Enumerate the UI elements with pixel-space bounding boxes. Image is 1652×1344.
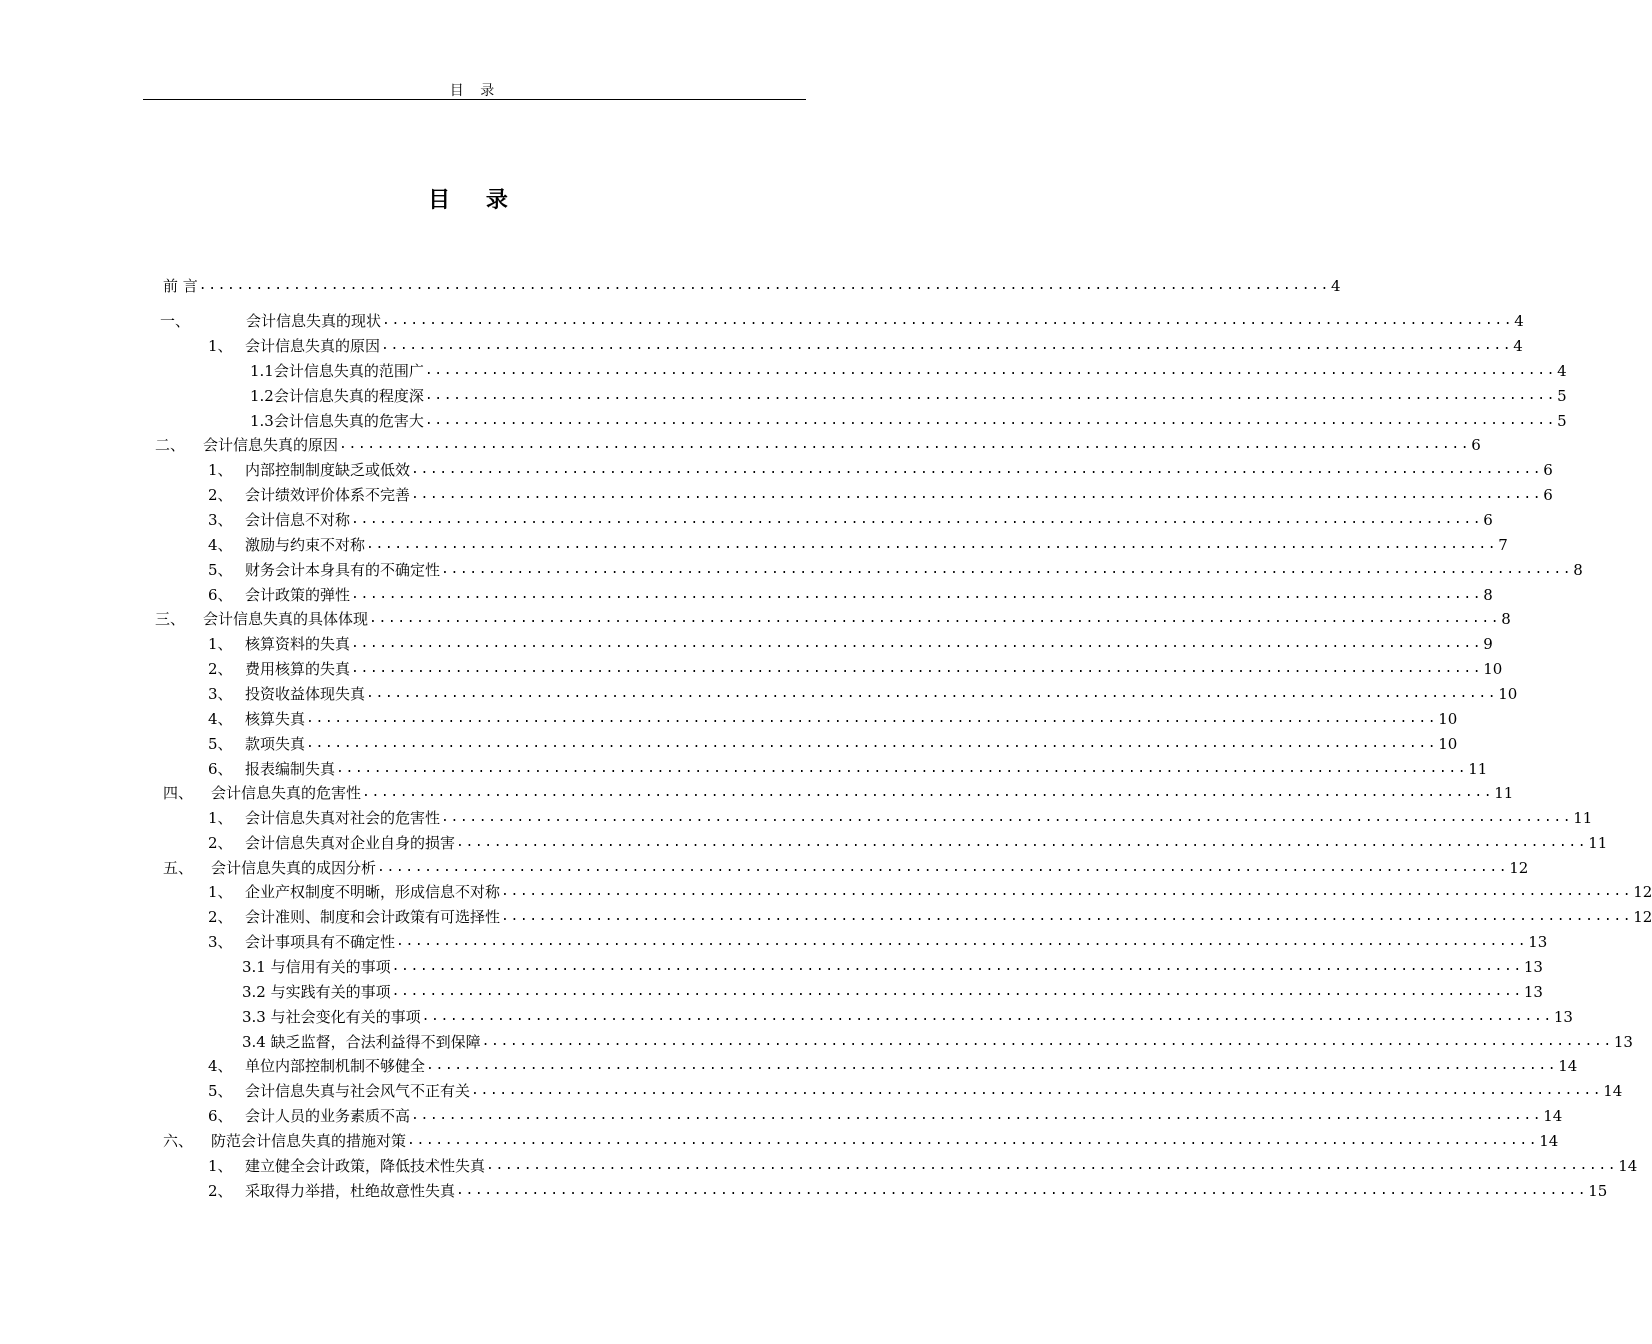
toc-entry-title: 会计政策的弹性: [245, 586, 351, 604]
toc-entry[interactable]: [208, 633, 1493, 655]
toc-entry-title: 费用核算的失真: [245, 660, 351, 678]
header-rule: [143, 99, 806, 100]
toc-entry-title: 采取得力举措，杜绝故意性失真: [245, 1182, 456, 1200]
toc-entry-number: 3、: [208, 511, 233, 529]
toc-entry-number: 4、: [208, 536, 233, 554]
toc-entry[interactable]: [208, 1080, 1623, 1102]
toc-entry-page: 4: [1513, 337, 1523, 355]
toc-entry-page: 15: [1588, 1182, 1608, 1200]
toc-entry-page: 13: [1613, 1033, 1633, 1051]
toc-entry[interactable]: [160, 310, 1524, 332]
toc-entry-title: 会计信息失真对企业自身的损害: [245, 834, 456, 852]
toc-entry-page: 12: [1633, 908, 1652, 926]
toc-entry-number: 一、: [160, 312, 191, 330]
toc-entry-title: 会计人员的业务素质不高: [245, 1107, 411, 1125]
toc-entry-title: 会计信息失真的具体体现: [203, 610, 369, 628]
toc-entry[interactable]: [163, 782, 1514, 804]
toc-entry-title: 会计绩效评价体系不完善: [245, 486, 411, 504]
toc-entry-page: 13: [1523, 958, 1543, 976]
toc-entry-page: 8: [1501, 610, 1511, 628]
toc-entry[interactable]: [208, 931, 1548, 953]
toc-entry-title: 防范会计信息失真的措施对策: [211, 1132, 407, 1150]
toc-entry[interactable]: [208, 881, 1652, 903]
toc-entry-page: 14: [1603, 1082, 1623, 1100]
toc-entry-title: 会计信息失真的成因分析: [211, 859, 377, 877]
toc-entry-title: 1.2会计信息失真的程度深: [250, 387, 424, 405]
toc-entry[interactable]: [208, 658, 1503, 680]
toc-entry-page: 13: [1528, 933, 1548, 951]
toc-entry-number: 1、: [208, 1157, 233, 1175]
toc-leader-dots: ........................................................................................................................: [381, 338, 1513, 353]
toc-entry[interactable]: [208, 1180, 1608, 1202]
toc-entry-number: 三、: [155, 610, 186, 628]
toc-leader-dots: ........................................................................................................................: [501, 884, 1633, 899]
toc-entry[interactable]: [155, 434, 1481, 456]
toc-entry-number: 6、: [208, 586, 233, 604]
toc-entry-title: 3.1 与信用有关的事项: [242, 958, 391, 976]
toc-entry[interactable]: [208, 758, 1488, 780]
toc-entry-page: 10: [1483, 660, 1503, 678]
toc-entry[interactable]: [208, 906, 1652, 928]
toc-entry[interactable]: [242, 956, 1543, 978]
toc-entry-page: 4: [1514, 312, 1524, 330]
toc-entry[interactable]: [208, 584, 1493, 606]
toc-entry[interactable]: [208, 459, 1553, 481]
toc-leader-dots: ........................................................................................................................: [366, 537, 1498, 552]
toc-entry-page: 14: [1543, 1107, 1563, 1125]
toc-entry-title: 1.1会计信息失真的范围广: [250, 362, 424, 380]
toc-leader-dots: ........................................................................................................................: [382, 313, 1514, 328]
toc-leader-dots: ........................................................................................................................: [396, 934, 1528, 949]
toc-entry-page: 5: [1557, 412, 1567, 430]
toc-entry-title: 前 言: [163, 277, 198, 295]
toc-entry-number: 4、: [208, 710, 233, 728]
toc-leader-dots: ........................................................................................................................: [306, 736, 1438, 751]
toc-entry-number: 五、: [163, 859, 194, 877]
toc-leader-dots: ........................................................................................................................: [501, 909, 1633, 924]
toc-leader-dots: ........................................................................................................................: [441, 562, 1573, 577]
toc-entry-page: 14: [1558, 1057, 1578, 1075]
toc-entry-title: 会计信息失真对社会的危害性: [245, 809, 441, 827]
toc-entry[interactable]: [208, 1105, 1563, 1127]
toc-entry-title: 内部控制制度缺乏或低效: [245, 461, 411, 479]
toc-entry-number: 5、: [208, 561, 233, 579]
toc-entry-number: 5、: [208, 735, 233, 753]
toc-entry-title: 3.4 缺乏监督，合法利益得不到保障: [242, 1033, 481, 1051]
toc-leader-dots: ........................................................................................................................: [391, 984, 1523, 999]
toc-entry-number: 3、: [208, 933, 233, 951]
toc-leader-dots: ........................................................................................................................: [366, 686, 1498, 701]
toc-entry-number: 1、: [208, 635, 233, 653]
toc-entry-number: 6、: [208, 760, 233, 778]
toc-entry-page: 8: [1483, 586, 1493, 604]
toc-leader-dots: ........................................................................................................................: [426, 1058, 1558, 1073]
toc-leader-dots: ........................................................................................................................: [339, 437, 1471, 452]
toc-entry[interactable]: [208, 559, 1583, 581]
toc-entry-page: 11: [1494, 784, 1514, 802]
toc-entry[interactable]: [208, 708, 1458, 730]
toc-entry-page: 6: [1483, 511, 1493, 529]
toc-leader-dots: ........................................................................................................................: [306, 711, 1438, 726]
toc-entry-page: 14: [1539, 1132, 1559, 1150]
toc-leader-dots: ........................................................................................................................: [486, 1158, 1618, 1173]
toc-entry-title: 会计信息失真的原因: [245, 337, 381, 355]
toc-entry-title: 会计信息失真与社会风气不正有关: [245, 1082, 471, 1100]
toc-leader-dots: ........................................................................................................................: [411, 462, 1543, 477]
toc-leader-dots: ........................................................................................................................: [351, 661, 1483, 676]
toc-entry-page: 13: [1553, 1008, 1573, 1026]
toc-entry-page: 4: [1557, 362, 1567, 380]
toc-leader-dots: ........................................................................................................................: [424, 413, 1557, 428]
toc-entry-number: 四、: [163, 784, 194, 802]
toc-entry-title: 1.3会计信息失真的危害大: [250, 412, 424, 430]
toc-entry[interactable]: [208, 1155, 1638, 1177]
toc-entry-number: 6、: [208, 1107, 233, 1125]
toc-leader-dots: ........................................................................................................................: [471, 1083, 1603, 1098]
toc-entry-page: 4: [1330, 277, 1341, 295]
toc-entry-page: 10: [1438, 710, 1458, 728]
toc-entry[interactable]: [242, 1006, 1573, 1028]
toc-entry-title: 核算失真: [245, 710, 306, 728]
toc-entry-number: 1、: [208, 461, 233, 479]
toc-entry-number: 2、: [208, 660, 233, 678]
running-header: 目 录: [449, 83, 501, 99]
toc-leader-dots: ........................................................................................................................: [411, 1108, 1543, 1123]
toc-leader-dots: ........................................................................................................................: [481, 1034, 1613, 1049]
toc-leader-dots: ........................................................................................................................: [424, 388, 1557, 403]
toc-entry-page: 5: [1557, 387, 1567, 405]
toc-entry-number: 3、: [208, 685, 233, 703]
toc-entry[interactable]: [208, 832, 1608, 854]
toc-entry-title: 单位内部控制机制不够健全: [245, 1057, 426, 1075]
toc-entry-title: 核算资料的失真: [245, 635, 351, 653]
toc-entry-page: 6: [1543, 461, 1553, 479]
toc-entry-title: 会计信息不对称: [245, 511, 351, 529]
toc-entry-title: 会计事项具有不确定性: [245, 933, 396, 951]
toc-leader-dots: ........................................................................................................................: [391, 959, 1523, 974]
toc-entry-title: 款项失真: [245, 735, 306, 753]
toc-entry[interactable]: [250, 385, 1567, 407]
toc-entry-page: 12: [1509, 859, 1529, 877]
toc-entry-number: 5、: [208, 1082, 233, 1100]
toc-entry[interactable]: [208, 484, 1553, 506]
toc-entry-page: 11: [1588, 834, 1608, 852]
toc-entry[interactable]: [208, 733, 1458, 755]
toc-entry[interactable]: [155, 608, 1511, 630]
toc-entry-number: 六、: [163, 1132, 194, 1150]
toc-leader-dots: ........................................................................................................................: [456, 835, 1588, 850]
toc-entry-title: 3.3 与社会变化有关的事项: [242, 1008, 421, 1026]
toc-entry[interactable]: [208, 509, 1493, 531]
toc-entry-page: 13: [1523, 983, 1543, 1001]
toc-entry[interactable]: [163, 1130, 1559, 1152]
toc-leader-dots: ........................................................................................................................: [336, 761, 1468, 776]
toc-entry[interactable]: [208, 807, 1593, 829]
toc-leader-dots: ........................................................................................................................: [407, 1133, 1539, 1148]
toc-entry[interactable]: [242, 1031, 1633, 1053]
toc-entry-number: 2、: [208, 1182, 233, 1200]
toc-entry-title: 企业产权制度不明晰，形成信息不对称: [245, 883, 501, 901]
toc-leader-dots: ........................................................................................................................: [351, 587, 1483, 602]
toc-entry[interactable]: [208, 1055, 1578, 1077]
toc-entry-page: 10: [1438, 735, 1458, 753]
toc-entry-number: 2、: [208, 834, 233, 852]
toc-entry-title: 报表编制失真: [245, 760, 336, 778]
toc-entry-title: 投资收益体现失真: [245, 685, 366, 703]
toc-entry-page: 11: [1468, 760, 1488, 778]
toc-entry-title: 3.2 与实践有关的事项: [242, 983, 391, 1001]
toc-entry[interactable]: [208, 534, 1508, 556]
toc-entry-title: 财务会计本身具有的不确定性: [245, 561, 441, 579]
toc-leader-dots: ........................................................................................................................: [441, 810, 1573, 825]
toc-entry-number: 1、: [208, 337, 233, 355]
toc-entry[interactable]: [163, 857, 1529, 879]
toc-entry-page: 12: [1633, 883, 1652, 901]
toc-leader-dots: ........................................................................................................................: [362, 785, 1494, 800]
toc-entry-title: 会计信息失真的危害性: [211, 784, 362, 802]
toc-entry-number: 4、: [208, 1057, 233, 1075]
toc-entry[interactable]: [250, 360, 1567, 382]
toc-leader-dots: ........................................................................................................................: [351, 512, 1483, 527]
toc-entry-number: 2、: [208, 908, 233, 926]
toc-leader-dots: ........................................................................................................................: [421, 1009, 1553, 1024]
toc-entry-page: 10: [1498, 685, 1518, 703]
page-title: 目 录: [428, 187, 522, 213]
toc-entry-number: 二、: [155, 436, 186, 454]
toc-entry[interactable]: [163, 275, 1341, 297]
toc-entry-page: 11: [1573, 809, 1593, 827]
toc-entry-page: 9: [1483, 635, 1493, 653]
toc-leader-dots: ........................................................................................................................: [198, 278, 1330, 293]
toc-entry[interactable]: [208, 683, 1518, 705]
toc-leader-dots: ........................................................................................................................: [377, 860, 1509, 875]
toc-entry-page: 14: [1618, 1157, 1638, 1175]
toc-entry[interactable]: [208, 335, 1523, 357]
toc-entry-page: 6: [1471, 436, 1481, 454]
toc-entry-number: 1、: [208, 883, 233, 901]
toc-leader-dots: ........................................................................................................................: [351, 636, 1483, 651]
toc-entry-page: 8: [1573, 561, 1583, 579]
toc-entry-title: 激励与约束不对称: [245, 536, 366, 554]
toc-leader-dots: ........................................................................................................................: [411, 487, 1543, 502]
toc-entry-title: 会计准则、制度和会计政策有可选择性: [245, 908, 501, 926]
toc-entry-number: 2、: [208, 486, 233, 504]
toc-entry[interactable]: [242, 981, 1543, 1003]
toc-entry-title: 会计信息失真的原因: [203, 436, 339, 454]
toc-entry-page: 6: [1543, 486, 1553, 504]
toc-leader-dots: ........................................................................................................................: [456, 1183, 1588, 1198]
toc-entry[interactable]: [250, 410, 1567, 432]
toc-entry-page: 7: [1498, 536, 1508, 554]
toc-entry-title: 建立健全会计政策，降低技术性失真: [245, 1157, 486, 1175]
toc-leader-dots: ........................................................................................................................: [369, 611, 1501, 626]
toc-entry-title: 会计信息失真的现状: [246, 312, 382, 330]
toc-entry-number: 1、: [208, 809, 233, 827]
toc-leader-dots: ........................................................................................................................: [424, 363, 1557, 378]
